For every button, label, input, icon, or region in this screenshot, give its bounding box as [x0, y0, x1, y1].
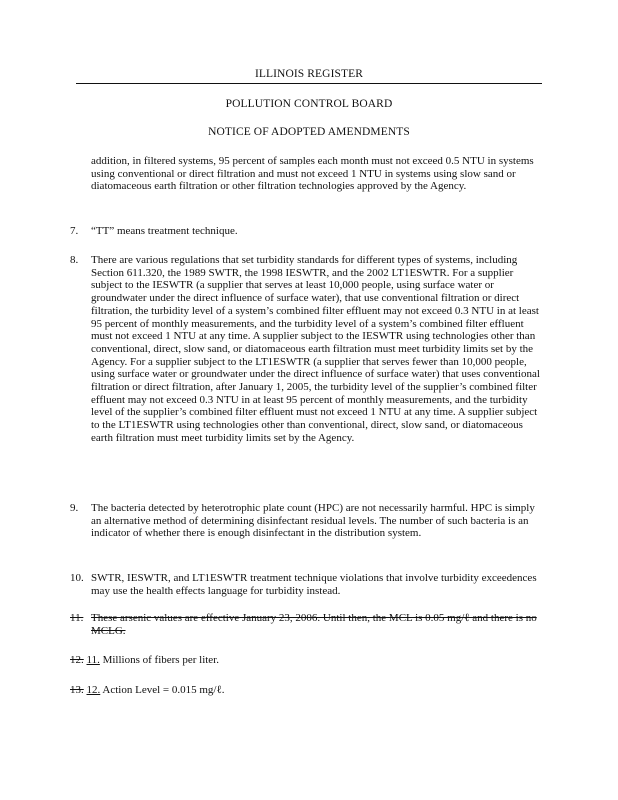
- footnote-number: 10.: [70, 572, 84, 584]
- old-number: 12.: [70, 654, 84, 666]
- footnote-text: Millions of fibers per liter.: [102, 654, 219, 666]
- footnote-number: 7.: [70, 225, 79, 237]
- footnote-renumbered-line: [70, 684, 543, 697]
- new-number: 11.: [86, 654, 100, 666]
- continuation-paragraph: addition, in filtered systems, 95 percent of samples each month must not exceed 0.5 NTU in systems using conventional or direct filtration and must not exceed 1 NTU in systems using slow sand or diatomaceous earth filtration or other filtration technologies approved by the Agency.: [91, 155, 534, 193]
- footnote-text-deleted: These arsenic values are effective January 23, 2006. Until then, the MCL is 0.05 mg/ℓ and there is no MCLG.: [91, 612, 537, 637]
- footnote-text: “TT” means treatment technique.: [91, 225, 238, 237]
- board-title: POLLUTION CONTROL BOARD: [225, 98, 393, 110]
- old-number: 13.: [70, 684, 84, 696]
- footnote-number: 9.: [70, 502, 79, 514]
- footnote-renumbered-line: [70, 654, 543, 667]
- register-title: ILLINOIS REGISTER: [254, 68, 364, 80]
- footnote-number-deleted: 11.: [70, 612, 84, 624]
- footnote-number: 8.: [70, 254, 79, 266]
- notice-title: NOTICE OF ADOPTED AMENDMENTS: [208, 126, 410, 138]
- header-rule: [76, 83, 542, 84]
- footnote-text: SWTR, IESWTR, and LT1ESWTR treatment technique violations that involve turbidity exceedences may use the health effects language for turbidity instead.: [91, 572, 537, 597]
- footnote-text: Action Level = 0.015 mg/ℓ.: [102, 684, 225, 696]
- footnote-text: The bacteria detected by heterotrophic plate count (HPC) are not necessarily harmful. HPC is simply an alternative method of determining disinfectant residual levels. The number of such bacteria is an indicator of whether there is enough disinfectant in the distribution system.: [91, 502, 535, 540]
- footnote-text: There are various regulations that set turbidity standards for different types of systems, including Section 611.320, the 1989 SWTR, the 1998 IESWTR, and the 2002 LT1ESWTR. For a supplier subject to the IESWTR (a supplier that serves at least 10,000 people, using surface water or groundwater under the direct influence of surface water), that use conventional filtration or direct filtration, the turbidity level of a system’s combined filter effluent may not exceed 0.3 NTU in at least 95 percent of monthly measurements, and the turbidity level of a system’s combined filter effluent must not exceed 1 NTU at any time. A supplier subject to the IESWTR using technologies other than conventional, direct, slow sand, or diatomaceous earth filtration must meet turbidity limits set by the Agency. For a supplier subject to the LT1ESWTR (a supplier that serves fewer than 10,000 people, using surface water or groundwater under the direct influence of surface water) that uses conventional filtration or direct filtration, after January 1, 2005, the turbidity level of the supplier’s combined filter effluent may not exceed 0.3 NTU in at least 95 percent of monthly measurements, and the turbidity level of the supplier’s combined filter effluent must not exceed 1 NTU at any time. A supplier subject to the LT1ESWTR using technologies other than conventional, direct, slow sand, or diatomaceous earth filtration must meet turbidity limits set by the Agency.: [91, 254, 540, 444]
- new-number: 12.: [86, 684, 101, 696]
